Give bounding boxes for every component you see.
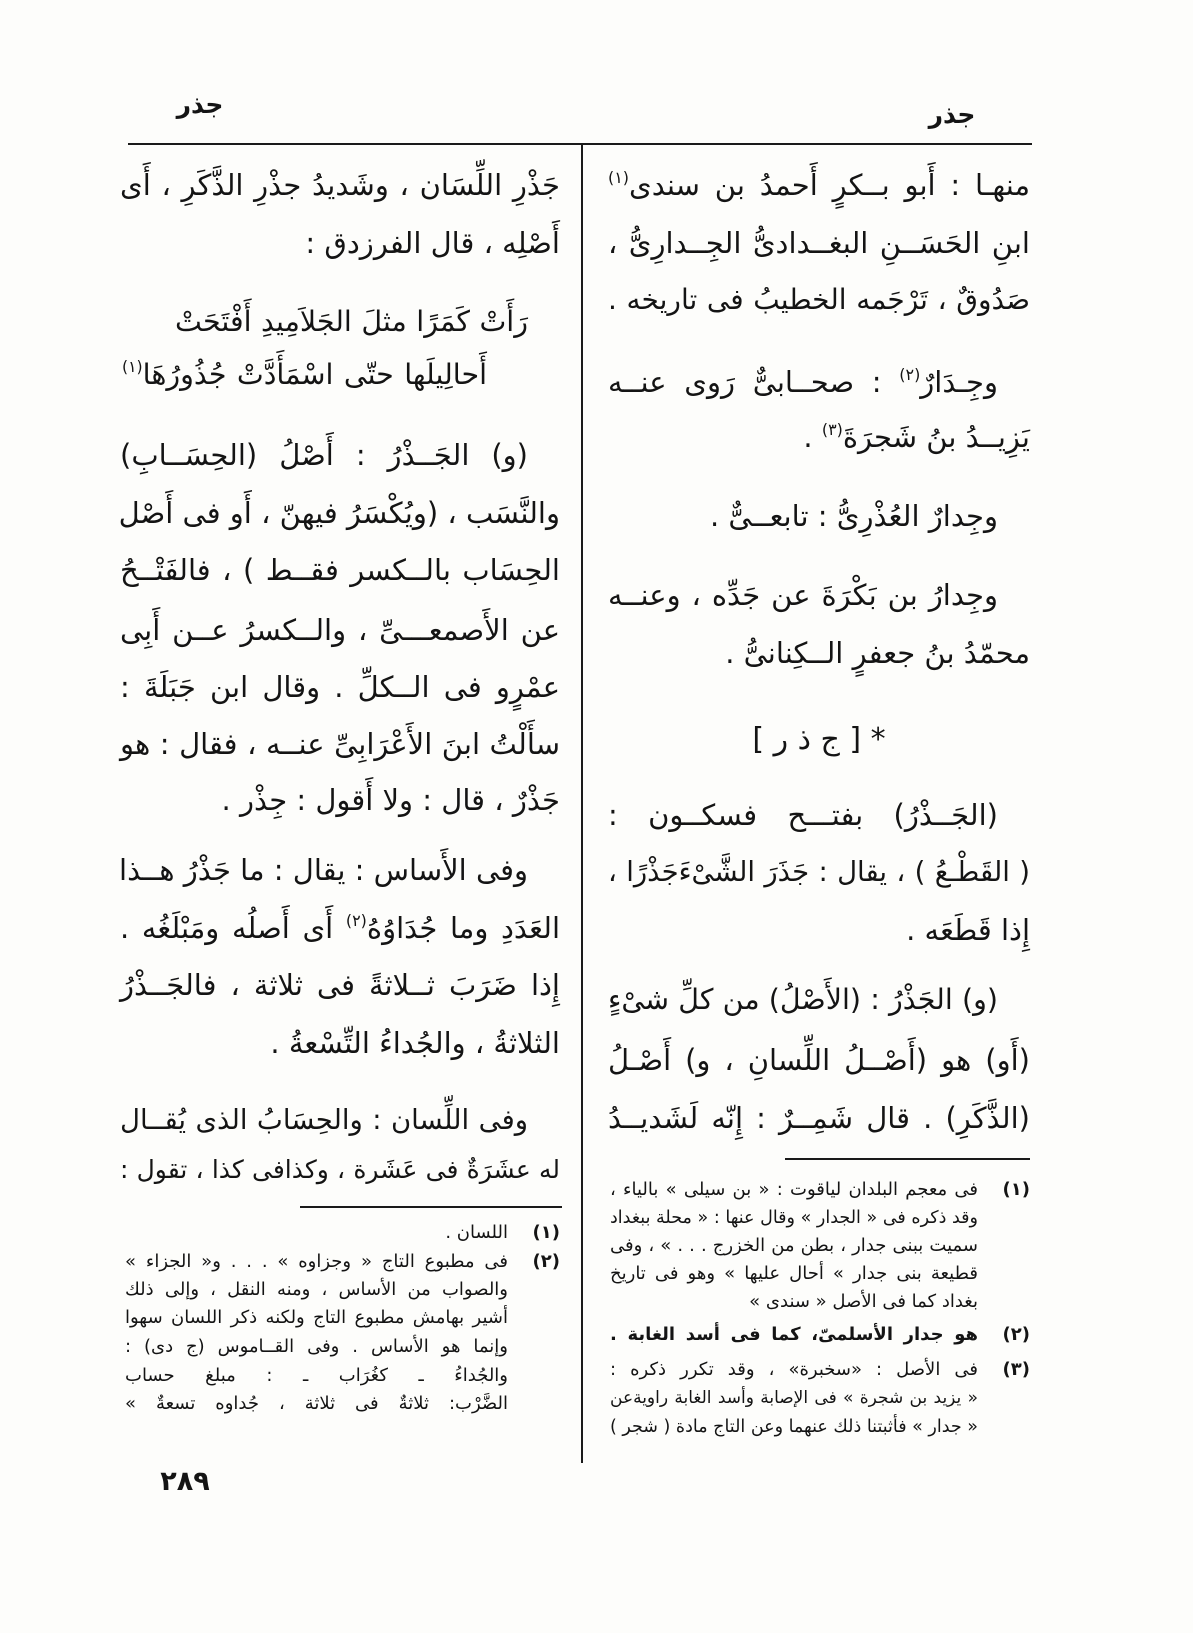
footnote-line: فى الأصل : «سخبرة» ، وقد تكرر ذكره : (610, 1359, 978, 1380)
column-divider (581, 145, 583, 1463)
footnote-line: « جدار » فأثبتنا ذلك عنهما وعن التاج مادة ( شجر ) (609, 1417, 978, 1437)
text-line: وجِدارٌ العُذْرِىُّ : تابعــىٌّ . (709, 499, 998, 533)
line-text: : صحــابىٌّ رَوى عنــه (608, 365, 900, 399)
text-line: (و) الجَذْرُ : (الأَصْلُ) من كلِّ شىْءٍ (608, 983, 998, 1016)
footnote-line: الضَّرْب: ثلاثةٌ فى ثلاثة ، جُداوه تسعةٌ » (125, 1393, 508, 1414)
text-line: محمّدُ بنُ جعفرٍ الــكِنانىُّ . (725, 636, 1030, 670)
text-line (608, 160, 1030, 210)
footnote-number: (٢) (1002, 1324, 1030, 1345)
footnote-line: قطيعة بنى جدار » أحال عليها » وهو فى تاريخ (610, 1263, 978, 1284)
footnote-line: والصواب من الأساس ، ومنه النقل ، وإلى ذلك (125, 1279, 508, 1300)
text-line: عمْرٍو فى الــكلِّ . وقال ابن جَبَلَةَ : (120, 670, 560, 704)
text-line: الثلاثةُ ، والجُداءُ التِّسْعةُ . (270, 1026, 560, 1060)
text-line: إِذا قَطَعَه . (906, 913, 1030, 947)
line-text: أَى أَصلُه ومَبْلَغُه . (120, 911, 346, 945)
footnote-line: فى معجم البلدان لياقوت : « بن سيلى » بالياء ، (610, 1179, 978, 1200)
text-line: وجِدارُ بن بَكْرَةَ عن جَدِّه ، وعنــه (608, 578, 998, 612)
running-header-left: جذر (176, 90, 224, 119)
line-text: . (803, 420, 822, 454)
footnote-marker: (٢) (899, 365, 921, 385)
footnote-line: أشير بهامش مطبوع التاج ولكنه ذكر اللسان سهوا (125, 1307, 508, 1328)
text-line (608, 357, 1030, 407)
root-heading: * [ ج ذ ر ] (752, 722, 886, 757)
footnote-number: (٢) (532, 1251, 560, 1272)
footnote-line: « يزيد بن شجرة » فى الإصابة وأسد الغابة راويةعن (610, 1388, 978, 1408)
text-line: (أَو) هو (أَصْــلُ اللِّسانِ ، و) أَصْـلُ (608, 1043, 1030, 1077)
page-number: ٢٨٩ (160, 1466, 210, 1497)
text-line (120, 903, 560, 953)
footnote-number: (٣) (1002, 1359, 1030, 1380)
text-line: جَذْرِ اللِّسَان ، وشَديدُ جذْرِ الذَّكَرِ ، أَى (120, 168, 560, 202)
footnote-marker: (٣) (821, 420, 843, 440)
text-line: ابنِ الحَسَــنِ البغــدادىُّ الجِــدارِىُّ ، (608, 226, 1030, 260)
text-line: (الجَــذْرُ) بفتـــح فسكــون : (608, 798, 998, 832)
footnote-rule (785, 1158, 1030, 1160)
footnote-line: سميت ببنى جدار ، بطن من الخزرج . . . » ، وفى (610, 1235, 978, 1256)
text-line: (الذَّكَرِ) . قال شَمِــرٌ : إِنّه لَشَديــدُ (608, 1101, 1030, 1135)
footnote-number: (١) (1002, 1179, 1030, 1200)
footnote-marker: (١) (122, 357, 143, 377)
header-rule (128, 143, 1032, 145)
footnote-line: وقد ذكره فى « الجدار » وقال عنها : « محلة ببغداد (610, 1208, 978, 1228)
text-line: ( القَطْـعُ ) ، يقال : جَذَرَ الشَّىْءَجَذْرًا ، (608, 856, 1030, 888)
text-line (608, 412, 1030, 462)
footnote-line: والجُداءُ ـ كغُرَاب ـ : مبلغ حساب (125, 1365, 508, 1386)
footnote-marker: (٢) (345, 911, 367, 931)
line-text: العَدَدِ وما جُدَاوُهُ (366, 911, 561, 945)
line-text: منهـا : أَبو بــكرٍ أَحمدُ بن سندى (629, 168, 1030, 202)
footnote-marker: (١) (608, 168, 629, 188)
text-line: له عشَرَةٌ فى عَشَرة ، وكذافى كذا ، تقول : (120, 1155, 560, 1184)
footnote-rule (300, 1206, 562, 1208)
text-line: أَصْلِه ، قال الفرزدق : (305, 226, 560, 260)
text-line: صَدُوقٌ ، تَرْجَمه الخطيبُ فى تاريخه . (608, 283, 1030, 316)
footnote-line: فى مطبوع التاج « وجزاوه » . . . و« الجزاء » (125, 1251, 508, 1272)
verse-line (122, 350, 487, 400)
text-line: إِذا ضَرَبَ ثــلاثةً فى ثلاثة ، فالجَــذْرُ (120, 968, 560, 1002)
line-text: وجِـدَارٌ (920, 365, 998, 399)
text-line: وفى اللِّسان : والحِسَابُ الذى يُقــال (120, 1104, 528, 1136)
text-line: سأَلْتُ ابنَ الأَعْرَابِىِّ عنــه ، فقال : هو (120, 727, 560, 761)
verse-line: رَأَتْ كَمَرًا مثلَ الجَلاَمِيدِ أَفْتَحَتْ (175, 305, 528, 338)
text-line: (و) الجَــذْرُ : أَصْلُ (الحِسَــابِ) (120, 438, 528, 472)
text-line: والنَّسَب ، (ويُكْسَرُ فيهنّ ، أَو فى أَصْل (118, 496, 560, 530)
line-text: يَزِيــدُ بنُ شَجرَةَ (842, 420, 1030, 454)
text-line: الحِسَاب بالــكسر فقــط ) ، فالفَتْــحُ (120, 553, 560, 587)
footnote-line: وإنما هو الأساس . وفى القــاموس (ج دى) : (125, 1336, 508, 1357)
footnote-number: (١) (532, 1222, 560, 1243)
footnote-line: اللسان . (445, 1222, 508, 1243)
text-line: وفى الأَساس : يقال : ما جَذْرُ هــذا (119, 853, 528, 887)
line-text: أَحالِيلَها حتّى اسْمَأَدَّتْ جُذُورُهَا (142, 358, 487, 391)
footnote-line: بغداد كما فى الأصل « سندى » (749, 1291, 978, 1312)
text-line: عن الأَصمعـــىِّ ، والــكسرُ عــن أَبِى (120, 613, 560, 647)
running-header-right: جذر (928, 100, 976, 129)
footnote-line: هو جدار الأسلمىّ، كما فى أسد الغابة . (610, 1324, 978, 1345)
text-line: جَذْرٌ ، قال : ولا أَقول : جِذْر . (221, 783, 560, 817)
